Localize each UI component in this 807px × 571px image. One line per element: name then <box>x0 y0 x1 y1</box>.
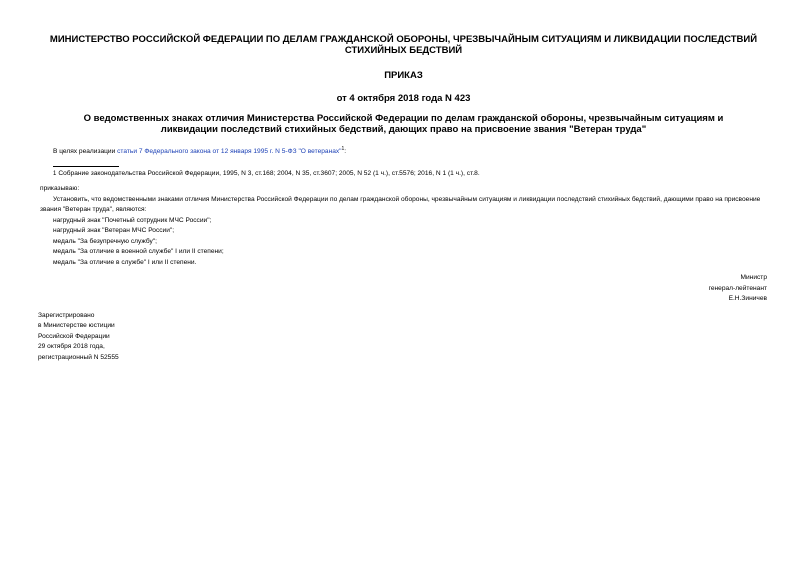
list-item: нагрудный знак "Ветеран МЧС России"; <box>53 227 175 235</box>
document-date-number: от 4 октября 2018 года N 423 <box>336 93 471 104</box>
footnote-text: Собрание законодательства Российской Федерации, 1995, N 3, ст.168; 2004, N 35, ст.3607; 2005, N 52 (1 ч.), ст.5576; 2016, N 1 (1 ч.), ст.8. <box>58 169 480 177</box>
registration-line: Российской Федерации <box>38 332 110 340</box>
registration-block <box>38 311 767 364</box>
footnote-divider <box>53 166 119 167</box>
signatory-rank: генерал-лейтенант <box>708 284 767 292</box>
registration-line: в Министерстве юстиции <box>38 322 115 330</box>
list-item: медаль "За безупречную службу"; <box>53 237 157 245</box>
signatory-position: Министр <box>740 274 767 282</box>
signatory-name: Е.Н.Зиничев <box>728 295 767 303</box>
list-item: медаль "За отличие в военной службе" I или II степени; <box>53 248 224 256</box>
intro-prefix: В целях реализации <box>53 148 118 156</box>
list-item: нагрудный знак "Почетный сотрудник МЧС России"; <box>53 216 212 224</box>
document-title: О ведомственных знаках отличия Министерства Российской Федерации по делам гражданской обороны, чрезвычайным ситуациям и ликвидации последствий стихийных бедствий, дающих право на присвоение звания "Ветеран труда" <box>83 113 724 135</box>
order-word: приказываю: <box>40 185 80 193</box>
document-type: ПРИКАЗ <box>384 70 423 81</box>
ministry-heading: МИНИСТЕРСТВО РОССИЙСКОЙ ФЕДЕРАЦИИ ПО ДЕЛАМ ГРАЖДАНСКОЙ ОБОРОНЫ, ЧРЕЗВЫЧАЙНЫМ СИТУАЦИЯМ И ЛИКВИДАЦИИ ПОСЛЕДСТВИЙ СТИХИЙНЫХ БЕДСТВИЙ <box>49 34 758 56</box>
registration-line: регистрационный N 52555 <box>38 353 119 361</box>
law-article-link[interactable]: статьи 7 Федерального закона от 12 января 1995 г. N 5-ФЗ "О ветеранах" <box>117 148 342 156</box>
registration-line: 29 октября 2018 года, <box>38 343 105 351</box>
footnote-mark: 1 <box>53 170 57 177</box>
registration-line: Зарегистрировано <box>38 311 95 319</box>
signature-block <box>40 273 767 305</box>
footnote-ref-mark: 1 <box>341 146 345 152</box>
intro-suffix: : <box>344 148 347 156</box>
intro-paragraph <box>40 144 767 158</box>
footnote <box>53 169 767 180</box>
list-item: медаль "За отличие в службе" I или II степени. <box>53 258 197 266</box>
establish-paragraph: Установить, что ведомственными знаками отличия Министерства Российской Федерации по делам гражданской обороны, чрезвычайным ситуациям и ликвидации последствий стихийных бедствий, дающими право на присвоение звания "Ветеран труда", являются: <box>40 195 761 214</box>
